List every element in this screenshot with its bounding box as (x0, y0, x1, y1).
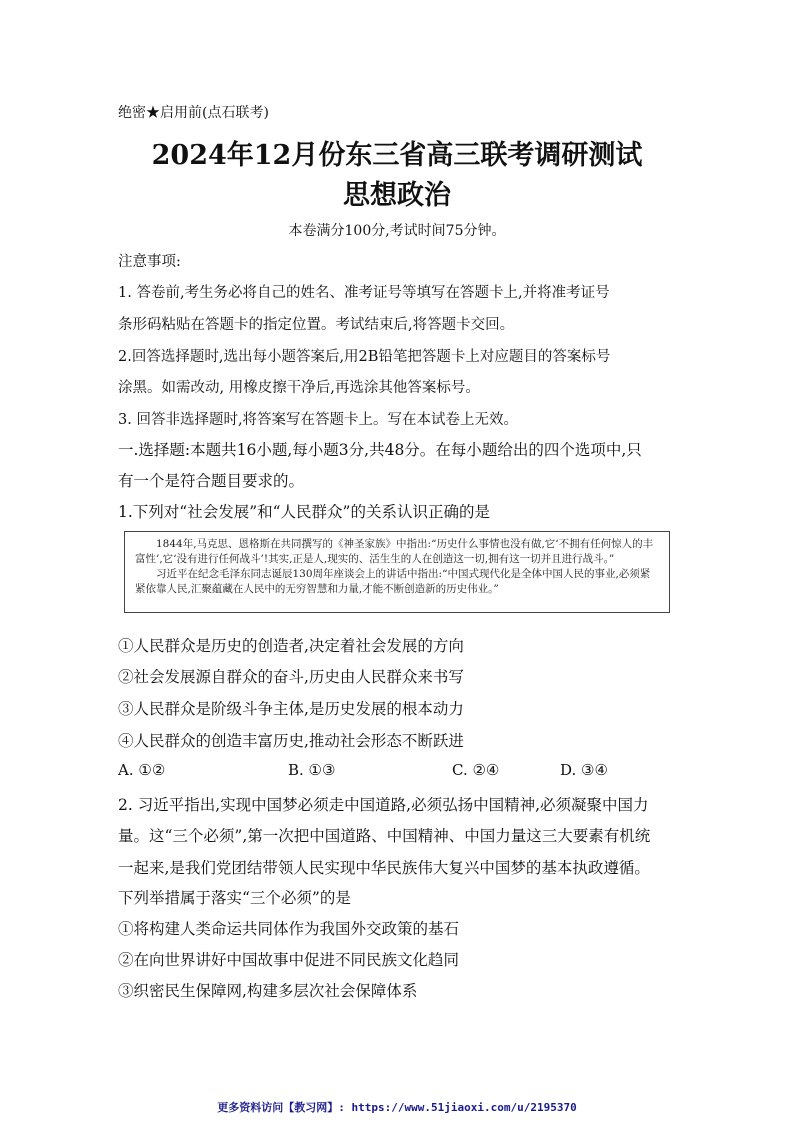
option-c: C. ②④ (452, 761, 500, 779)
notes-heading: 注意事项: (118, 254, 181, 270)
section-instructions: 一.选择题:本题共16小题,每小题3分,共48分。在每小题给出的四个选项中,只 (118, 441, 642, 459)
option-b: B. ①③ (288, 761, 336, 779)
confidential-label: 绝密★启用前(点石联考) (118, 105, 269, 121)
q1-statement: ①人民群众是历史的创造者,决定着社会发展的方向 (118, 637, 464, 655)
material-paragraph: 习近平在纪念毛泽东同志诞辰130周年座谈会上的讲话中指出:“中国式现代化是全体中国人民的事业,必须紧紧依靠人民,汇聚蕴藏在人民中的无穷智慧和力量,才能不断创造新的历史伟业。” (135, 568, 651, 595)
question-2-stem: 量。这“三个必须”,第一次把中国道路、中国精神、中国力量这三大要素有机统 (118, 827, 651, 845)
q1-statement: ④人民群众的创造丰富历史,推动社会形态不断跃进 (118, 732, 464, 750)
q1-statement: ③人民群众是阶级斗争主体,是历史发展的根本动力 (118, 700, 464, 718)
q1-options (118, 761, 678, 783)
exam-title: 2024年12月份东三省高三联考调研测试 (151, 140, 643, 171)
score-info: 本卷满分100分,考试时间75分钟。 (288, 223, 506, 239)
q2-statement: ②在向世界讲好中国故事中促进不同民族文化趋同 (118, 951, 460, 969)
q2-statement: ③织密民生保障网,构建多层次社会保障体系 (118, 982, 418, 1000)
material-paragraph: 1844年,马克思、恩格斯在共同撰写的《神圣家族》中指出:“历史什么事情也没有做,它‘不拥有任何惊人的丰富性’,它‘没有进行任何战斗’!其实,正是人,现实的、活生生的人在创造这一切,拥有这一切并且进行战斗。” (135, 538, 654, 565)
footer-link[interactable]: 更多资料访问【教习网】: https://www.51jiaoxi.com/u/2195370 (217, 1101, 577, 1114)
note-line: 2.回答选择题时,选出每小题答案后,用2B铅笔把答题卡上对应题目的答案标号 (118, 349, 611, 365)
option-a: A. ①② (118, 761, 166, 779)
option-d: D. ③④ (560, 761, 608, 779)
q1-statement: ②社会发展源自群众的奋斗,历史由人民群众来书写 (118, 668, 464, 686)
subject-title: 思想政治 (343, 180, 451, 211)
question-1-material-box (124, 531, 670, 613)
q2-statement: ①将构建人类命运共同体作为我国外交政策的基石 (118, 920, 460, 938)
note-line: 1. 答卷前,考生务必将自己的姓名、准考证号等填写在答题卡上,并将准考证号 (118, 285, 610, 301)
section-instructions: 有一个是符合题目要求的。 (118, 472, 305, 490)
question-2-stem: 一起来,是我们党团结带领人民实现中华民族伟大复兴中国梦的基本执政遵循。 (118, 859, 650, 877)
note-line: 涂黑。如需改动, 用橡皮擦干净后,再选涂其他答案标号。 (118, 380, 480, 396)
question-1-stem: 1.下列对“社会发展”和“人民群众”的关系认识正确的是 (118, 503, 490, 521)
note-line: 3. 回答非选择题时,将答案写在答题卡上。写在本试卷上无效。 (118, 412, 519, 428)
question-2-stem: 下列举措属于落实“三个必须”的是 (118, 889, 351, 907)
note-line: 条形码粘贴在答题卡的指定位置。考试结束后,将答题卡交回。 (118, 317, 515, 333)
question-2-stem: 2. 习近平指出,实现中国梦必须走中国道路,必须弘扬中国精神,必须凝聚中国力 (118, 796, 649, 814)
